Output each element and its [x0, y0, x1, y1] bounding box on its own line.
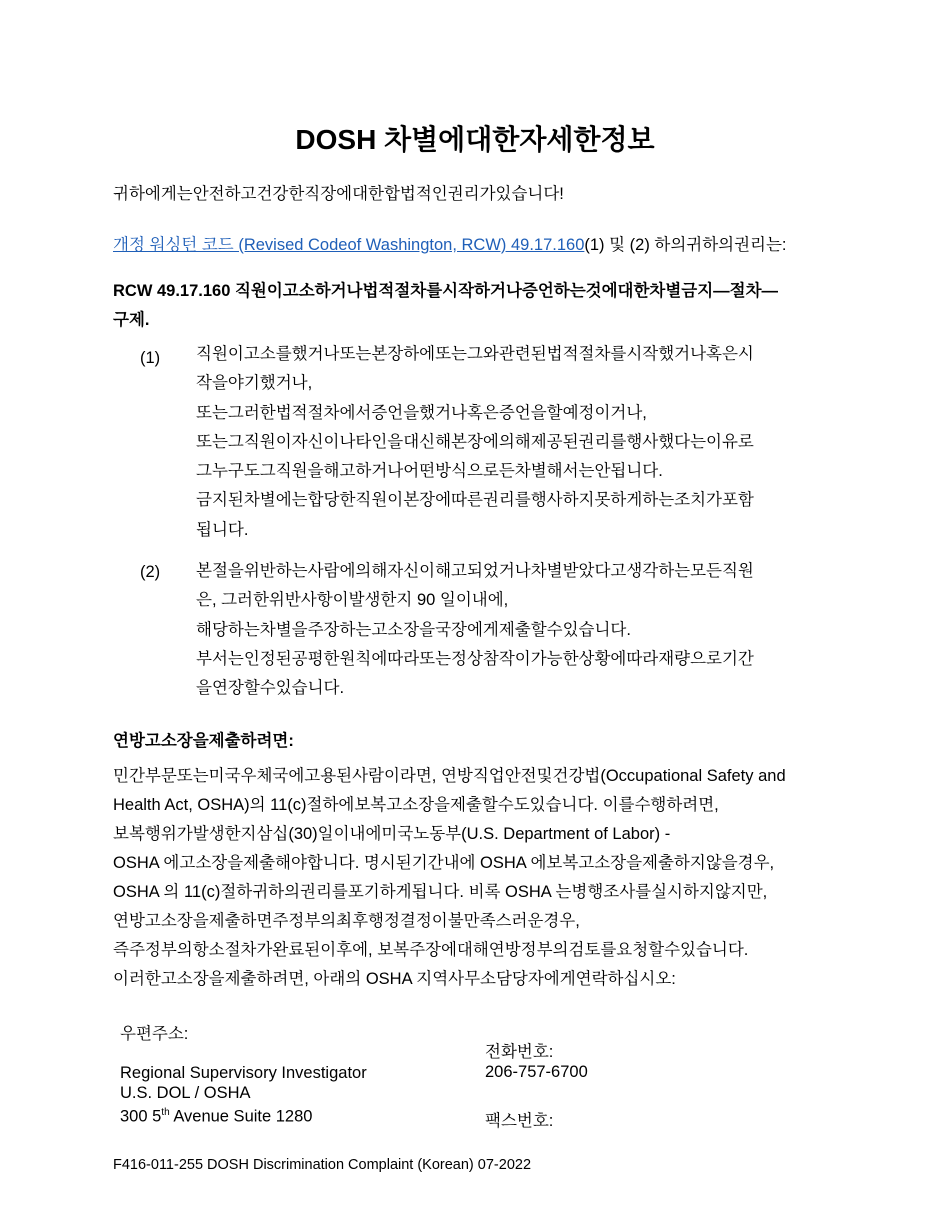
paragraph-line: OSHA 에고소장을제출해야합니다. 명시된기간내에 OSHA 에보복고소장을제출하지않을경우, [113, 854, 775, 872]
section-line: 됩니다. [196, 520, 249, 539]
address-line: U.S. DOL / OSHA [120, 1084, 251, 1102]
mail-address-label: 우편주소: [120, 1025, 189, 1043]
section-1-text [196, 340, 754, 545]
rcw-rights-text: (1) 및 (2) 하의귀하의권리는: [584, 236, 787, 254]
phone-number: 206-757-6700 [485, 1063, 588, 1081]
rcw-heading [113, 277, 778, 335]
rcw-reference-line [113, 231, 787, 255]
rcw-heading-line: RCW 49.17.160 직원이고소하거나법적절차를시작하거나증언하는것에대한차별금지—절차— [113, 282, 779, 300]
mail-address [120, 1063, 367, 1127]
paragraph-line: 민간부문또는미국우체국에고용된사람이라면, 연방직업안전및건강법(Occupational Safety and [113, 767, 786, 785]
paragraph-line: 즉주정부의항소절차가완료된이후에, 보복주장에대해연방정부의검토를요청할수있습니다. [113, 941, 749, 959]
paragraph-line: Health Act, OSHA)의 11(c)절하에보복고소장을제출할수도있습니다. 이를수행하려면, [113, 796, 719, 814]
section-line: 해당하는차별을주장하는고소장을국장에게제출할수있습니다. [196, 620, 631, 639]
section-line: 또는그러한법적절차에서증언을했거나혹은증언을할예정이거나, [196, 403, 647, 422]
address-line: Regional Supervisory Investigator [120, 1064, 367, 1082]
rcw-heading-line: 구제. [113, 311, 150, 329]
federal-paragraph [113, 762, 786, 994]
intro-text: 귀하에게는안전하고건강한직장에대한합법적인권리가있습니다! [113, 185, 564, 203]
section-line: 또는그직원이자신이나타인을대신해본장에의해제공된권리를행사했다는이유로 [196, 432, 754, 451]
section-line: 그누구도그직원을해고하거나어떤방식으로든차별해서는안됩니다. [196, 462, 663, 481]
section-2-text [196, 557, 754, 703]
phone-label: 전화번호: [485, 1043, 554, 1061]
section-line: 부서는인정된공평한원칙에따라또는정상참작이가능한상황에따라재량으로기간 [196, 649, 754, 668]
section-number: (2) [140, 563, 161, 581]
rcw-link[interactable]: 개정 워싱턴 코드 (Revised Codeof Washington, RCW) 49.17.160 [113, 236, 585, 254]
section-line: 작을야기했거나, [196, 374, 313, 393]
paragraph-line: 이러한고소장을제출하려면, 아래의 OSHA 지역사무소담당자에게연락하십시오: [113, 970, 676, 988]
footer-form-id: F416-011-255 DOSH Discrimination Complaint (Korean) 07-2022 [113, 1157, 532, 1173]
address-line: 300 5th Avenue Suite 1280 [120, 1107, 313, 1126]
section-line: 직원이고소를했거나또는본장하에또는그와관련된법적절차를시작했거나혹은시 [196, 345, 754, 363]
fax-label: 팩스번호: [485, 1112, 554, 1130]
federal-heading: 연방고소장을제출하려면: [113, 732, 294, 750]
section-line: 금지된차별에는합당한직원이본장에따른권리를행사하지못하게하는조치가포함 [196, 491, 754, 510]
section-line: 을연장할수있습니다. [196, 679, 345, 698]
section-number: (1) [140, 349, 161, 367]
paragraph-line: 연방고소장을제출하면주정부의최후행정결정이불만족스러운경우, [113, 912, 580, 930]
section-line: 본절을위반하는사람에의해자신이해고되었거나차별받았다고생각하는모든직원 [196, 562, 754, 580]
paragraph-line: 보복행위가발생한지삼십(30)일이내에미국노동부(U.S. Department of Labor) - [113, 825, 671, 843]
page-title: DOSH 차별에대한자세한정보 [295, 124, 655, 155]
paragraph-line: OSHA 의 11(c)절하귀하의권리를포기하게됩니다. 비록 OSHA 는병행조사를실시하지않지만, [113, 883, 768, 901]
section-line: 은, 그러한위반사항이발생한지 90 일이내에, [196, 591, 509, 610]
